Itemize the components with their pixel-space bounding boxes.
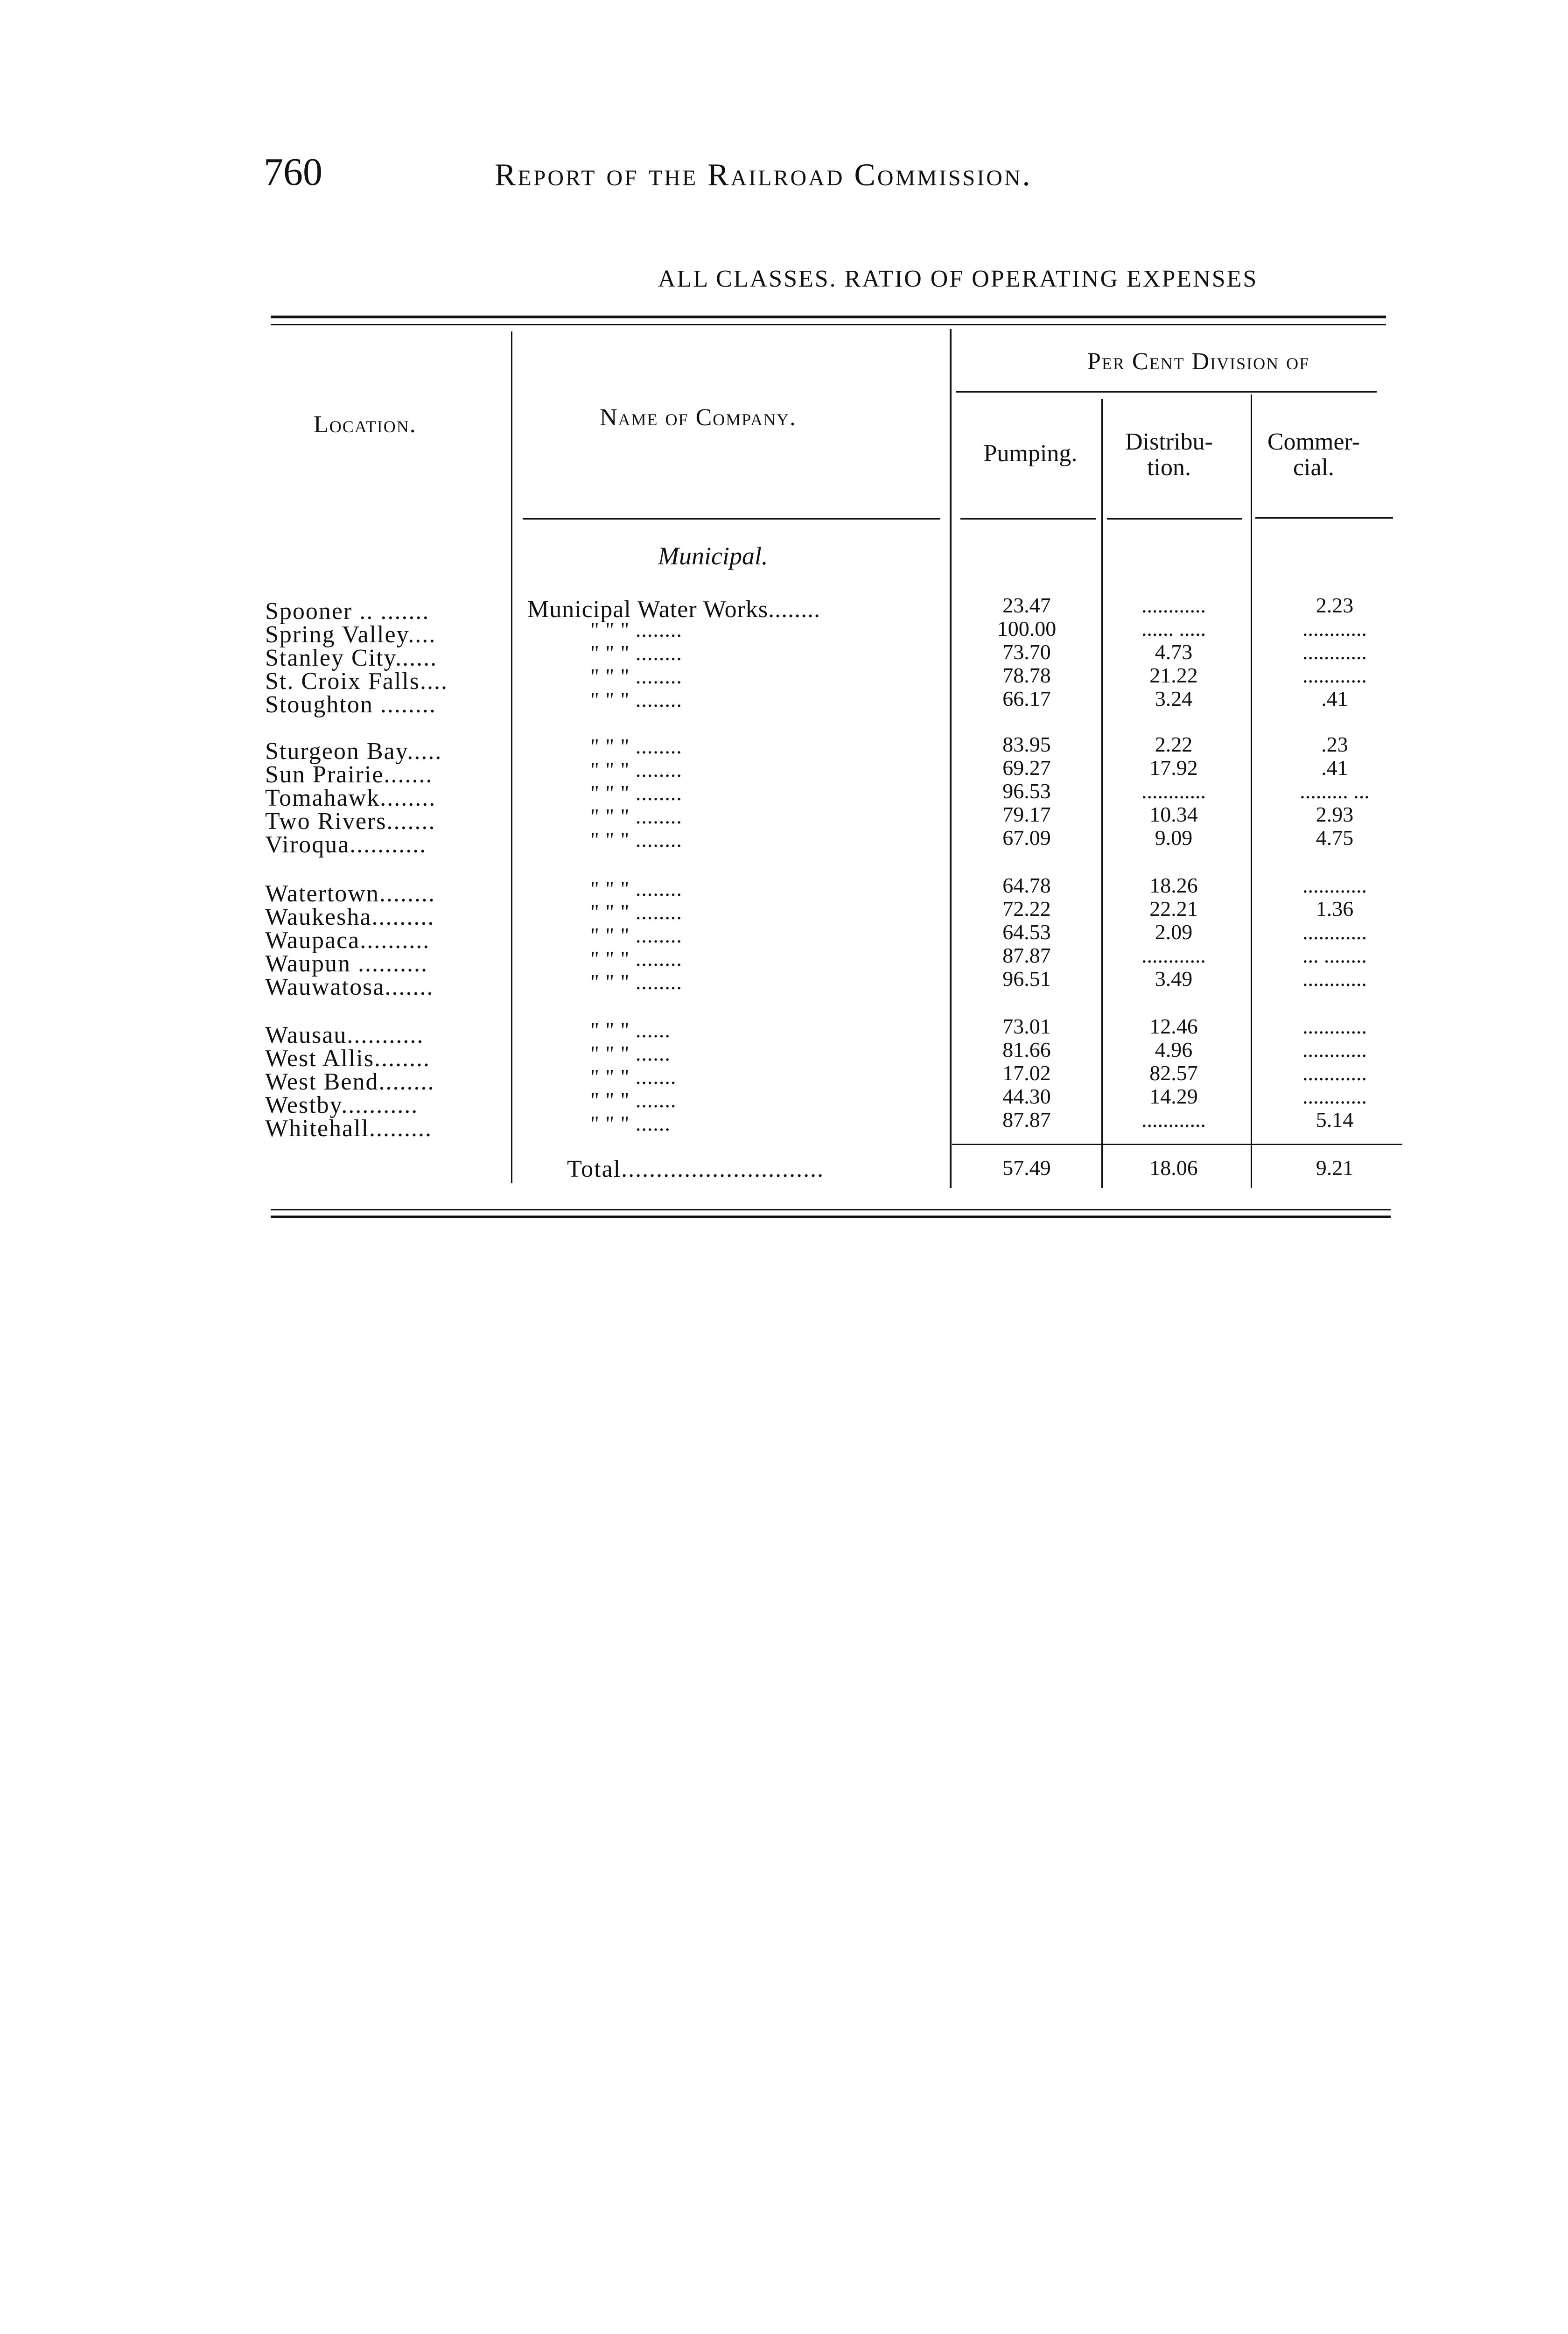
company-ditto-cell: " " " ...... (590, 1111, 671, 1135)
pumping-cell: 72.22 (1002, 897, 1051, 921)
location-cell: Wauwatosa....... (265, 974, 434, 1000)
location-cell: St. Croix Falls.... (265, 668, 448, 695)
pumping-cell: 79.17 (1002, 802, 1051, 826)
company-ditto-cell: " " " ....... (590, 1065, 677, 1089)
company-ditto-cell: " " " ........ (590, 900, 682, 924)
company-ditto-cell: " " " ........ (590, 758, 682, 781)
pumping-header: Pumping. (983, 440, 1078, 467)
company-ditto-cell: " " " ........ (590, 947, 682, 970)
pumping-cell: 96.53 (1002, 779, 1051, 803)
bottom-rule (271, 1209, 1391, 1210)
distribution-cell: ............ (1141, 779, 1206, 803)
location-cell: Westby........... (265, 1092, 419, 1118)
commercial-cell: ............ (1302, 617, 1367, 640)
total-distribution: 18.06 (1149, 1156, 1198, 1180)
commercial-cell: .41 (1321, 687, 1348, 710)
company-ditto-cell: " " " ........ (590, 877, 682, 900)
pumping-cell: 73.70 (1002, 640, 1051, 664)
location-cell: Waupaca.......... (265, 927, 430, 954)
distribution-cell: 3.24 (1155, 687, 1193, 710)
distribution-cell: 22.21 (1149, 897, 1198, 921)
total-rule (952, 1144, 1402, 1145)
distribution-cell: 82.57 (1149, 1061, 1198, 1085)
column-rule-3 (1101, 399, 1103, 1188)
pumping-cell: 69.27 (1002, 756, 1051, 780)
company-ditto-cell: " " " ...... (590, 1041, 671, 1065)
per-cent-division-header: Per Cent Division of (1087, 348, 1310, 375)
location-cell: Spooner .. ....... (265, 598, 430, 625)
location-cell: Watertown........ (265, 880, 435, 907)
commercial-cell: ............ (1302, 873, 1367, 897)
company-ditto-cell: " " " ........ (590, 970, 682, 994)
pumping-cell: 23.47 (1002, 593, 1051, 617)
commercial-cell: ............ (1302, 967, 1367, 991)
company-ditto-cell: " " " ........ (590, 828, 682, 851)
distribution-cell: 14.29 (1149, 1084, 1198, 1108)
commercial-cell: 2.23 (1316, 593, 1354, 617)
company-ditto-cell: " " " ........ (590, 641, 682, 665)
distribution-cell: 4.96 (1155, 1038, 1193, 1062)
commercial-cell: 4.75 (1316, 826, 1354, 850)
company-ditto-cell: " " " ........ (590, 781, 682, 805)
commercial-header: Commer- cial. (1267, 429, 1360, 481)
pumping-cell: 87.87 (1002, 1108, 1051, 1132)
distribution-cell: 18.26 (1149, 873, 1198, 897)
header-rule-pumping (960, 518, 1096, 520)
location-cell: Sun Prairie....... (265, 761, 433, 788)
total-commercial: 9.21 (1316, 1156, 1354, 1180)
header-rule-distribution (1107, 518, 1242, 520)
location-cell: Tomahawk........ (265, 785, 436, 811)
header-rule-company (523, 518, 940, 520)
table-title: ALL CLASSES. RATIO OF OPERATING EXPENSES (658, 266, 1258, 292)
commercial-cell: 5.14 (1316, 1108, 1354, 1132)
pumping-cell: 96.51 (1002, 967, 1051, 991)
page-number: 760 (264, 150, 322, 194)
total-label: Total............................. (567, 1156, 825, 1182)
company-ditto-cell: " " " ........ (590, 923, 682, 947)
commercial-cell: ............ (1302, 640, 1367, 664)
company-header: Name of Company. (600, 404, 797, 431)
commercial-cell: 1.36 (1316, 897, 1354, 921)
location-cell: West Allis........ (265, 1045, 430, 1072)
location-cell: Two Rivers....... (265, 808, 436, 835)
pumping-cell: 66.17 (1002, 687, 1051, 710)
pumping-cell: 44.30 (1002, 1084, 1051, 1108)
top-rule (271, 316, 1386, 318)
total-pumping: 57.49 (1002, 1156, 1051, 1180)
distribution-cell: 3.49 (1155, 967, 1193, 991)
company-ditto-cell: " " " ........ (590, 734, 682, 758)
section-label: Municipal. (658, 542, 768, 570)
company-ditto-cell: " " " ....... (590, 1088, 677, 1112)
group-header-rule (956, 391, 1377, 393)
location-cell: Spring Valley.... (265, 621, 436, 648)
location-cell: Waupun .......... (265, 950, 428, 977)
company-ditto-cell: " " " ...... (590, 1018, 671, 1042)
pumping-cell: 81.66 (1002, 1038, 1051, 1062)
company-ditto-cell: " " " ........ (590, 688, 682, 711)
distribution-cell: 9.09 (1155, 826, 1193, 850)
location-cell: Stanley City...... (265, 645, 438, 671)
commercial-cell: ............ (1302, 1014, 1367, 1038)
column-rule-2 (950, 329, 952, 1188)
column-rule-4 (1251, 394, 1252, 1188)
location-cell: Viroqua........... (265, 831, 427, 858)
company-cell: Municipal Water Works........ (527, 596, 821, 623)
bottom-rule-thick (271, 1216, 1391, 1218)
distribution-cell: ............ (1141, 1108, 1206, 1132)
distribution-cell: 21.22 (1149, 663, 1198, 687)
distribution-cell: ............ (1141, 593, 1206, 617)
distribution-cell: 2.09 (1155, 920, 1193, 944)
commercial-cell: ......... ... (1300, 779, 1370, 803)
header-rule-commercial (1255, 517, 1393, 519)
pumping-cell: 73.01 (1002, 1014, 1051, 1038)
commercial-cell: ............ (1302, 1084, 1367, 1108)
pumping-cell: 78.78 (1002, 663, 1051, 687)
commercial-cell: 2.93 (1316, 802, 1354, 826)
distribution-cell: ...... ..... (1141, 617, 1206, 640)
distribution-cell: 12.46 (1149, 1014, 1198, 1038)
commercial-cell: ............ (1302, 920, 1367, 944)
company-ditto-cell: " " " ........ (590, 618, 682, 641)
pumping-cell: 17.02 (1002, 1061, 1051, 1085)
distribution-cell: 4.73 (1155, 640, 1193, 664)
location-cell: Wausau........... (265, 1022, 424, 1048)
commercial-cell: ............ (1302, 663, 1367, 687)
commercial-cell: ............ (1302, 1038, 1367, 1062)
location-cell: Sturgeon Bay..... (265, 738, 442, 765)
company-ditto-cell: " " " ........ (590, 664, 682, 688)
column-rule-1 (511, 331, 512, 1183)
commercial-cell: ... ........ (1302, 943, 1367, 967)
distribution-cell: 17.92 (1149, 756, 1198, 780)
location-cell: Waukesha......... (265, 904, 435, 930)
top-rule-thin (271, 324, 1386, 325)
distribution-header: Distribu- tion. (1125, 429, 1213, 481)
company-ditto-cell: " " " ........ (590, 804, 682, 828)
pumping-cell: 100.00 (997, 617, 1057, 640)
pumping-cell: 64.53 (1002, 920, 1051, 944)
pumping-cell: 64.78 (1002, 873, 1051, 897)
location-cell: Stoughton ........ (265, 691, 436, 718)
location-header: Location. (314, 411, 417, 438)
distribution-cell: ............ (1141, 943, 1206, 967)
commercial-cell: .41 (1321, 756, 1348, 780)
pumping-cell: 87.87 (1002, 943, 1051, 967)
distribution-cell: 10.34 (1149, 802, 1198, 826)
pumping-cell: 83.95 (1002, 732, 1051, 756)
pumping-cell: 67.09 (1002, 826, 1051, 850)
commercial-cell: ............ (1302, 1061, 1367, 1085)
running-head: Report of the Railroad Commission. (495, 157, 1032, 192)
distribution-cell: 2.22 (1155, 732, 1193, 756)
location-cell: West Bend........ (265, 1069, 435, 1095)
location-cell: Whitehall......... (265, 1115, 433, 1142)
commercial-cell: .23 (1321, 732, 1348, 756)
